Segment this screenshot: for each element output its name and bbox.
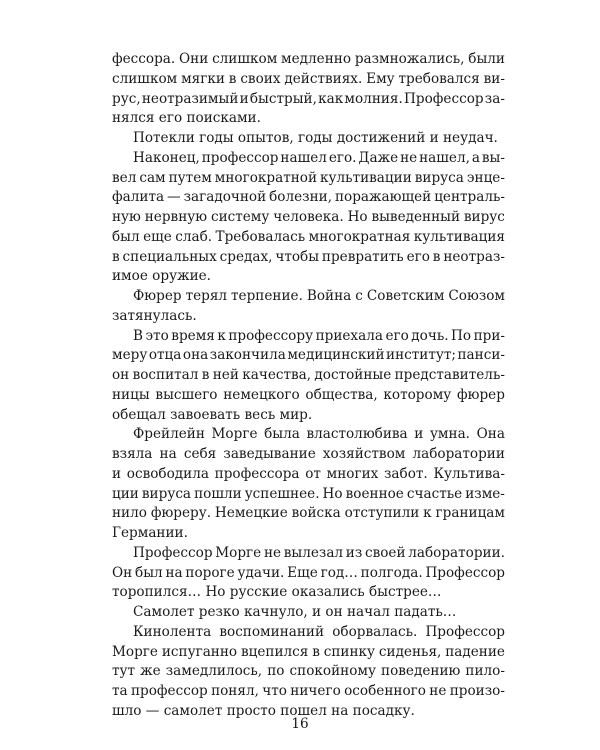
word: слаб.: [175, 228, 213, 245]
text-line: нялся его поисками.: [112, 110, 261, 127]
text-line: [112, 346, 505, 366]
word: ви-: [483, 70, 505, 87]
word: тут: [112, 663, 136, 680]
word: спинку: [323, 643, 376, 660]
word: хозяйством: [322, 446, 406, 462]
word: по: [267, 663, 285, 680]
word: за-: [484, 90, 505, 107]
text-line: [112, 504, 505, 524]
word: и: [112, 465, 122, 482]
page-number: 16: [291, 716, 309, 732]
word: терял: [185, 288, 228, 304]
word: слишком: [212, 51, 278, 67]
word: изме-: [465, 485, 505, 502]
word: энце-: [466, 169, 505, 186]
word: вирус: [463, 209, 505, 225]
word: фалита: [112, 189, 165, 206]
text-line: затянулась.: [112, 307, 197, 324]
word: властолюбива: [306, 426, 408, 443]
word: пошли: [194, 485, 242, 502]
word: ницы: [112, 386, 150, 403]
word: счастье: [406, 485, 463, 502]
word: вируса: [141, 485, 192, 502]
text-line: Самолет резко качнуло, и он начал падать…: [133, 604, 457, 620]
paragraph: [112, 603, 505, 623]
word: к: [217, 327, 226, 344]
word: нило: [112, 505, 147, 522]
word: фюреру.: [150, 505, 212, 522]
word: ничего: [290, 683, 341, 699]
word: приехала: [315, 327, 383, 344]
word: —: [167, 189, 181, 206]
word: при-: [473, 327, 505, 344]
word: были: [468, 51, 505, 67]
word: дочь.: [411, 327, 449, 344]
text-line: [112, 228, 505, 248]
word: ную: [112, 209, 141, 225]
word: культивация: [413, 228, 505, 245]
word: средах,: [219, 248, 273, 265]
word: Ему: [366, 70, 395, 87]
word: человека.: [273, 209, 344, 225]
text-line: [112, 169, 505, 189]
word: Немецкие: [214, 505, 288, 522]
word: нашел: [280, 149, 327, 166]
word: Но: [347, 209, 368, 225]
word: нервную: [144, 209, 208, 225]
word: же: [140, 663, 161, 680]
word: Требовалась: [215, 228, 306, 245]
text-line: [112, 386, 505, 406]
text-line: [112, 465, 505, 485]
text-line: [112, 662, 505, 682]
word: в: [312, 643, 320, 660]
word: к: [423, 505, 432, 522]
text-line: Потекли годы опытов, годы достижений и неудач.: [133, 130, 498, 146]
word: та: [112, 683, 128, 699]
word: выведенный: [371, 209, 461, 225]
word: и: [414, 426, 424, 443]
paragraph: [112, 129, 505, 149]
word: быстрый,: [249, 90, 317, 107]
word: его: [406, 248, 430, 265]
word: многих: [326, 465, 379, 482]
text-line: [112, 287, 505, 307]
word: Профессор: [425, 623, 505, 640]
word: Союзом: [448, 288, 505, 304]
word: Морге: [112, 643, 158, 660]
text-line: [112, 544, 505, 564]
word: размножались,: [354, 51, 465, 67]
word: Но: [322, 485, 343, 502]
word: централь-: [434, 189, 505, 206]
word: а: [471, 149, 480, 166]
word: загадочной: [183, 189, 267, 206]
word: заведывание: [223, 446, 316, 462]
word: особенного: [344, 683, 426, 699]
word: поведению: [381, 663, 461, 680]
text-line: торопился… Но русские оказались быстрее…: [112, 584, 442, 601]
word: не: [429, 683, 447, 699]
word: превратить: [321, 248, 404, 265]
word: сиденья,: [378, 643, 442, 660]
word: своих: [240, 70, 281, 87]
word: падение: [445, 643, 505, 660]
word: пороге: [185, 564, 235, 581]
word: Еще: [287, 564, 318, 581]
word: Даже: [358, 149, 399, 166]
word: культивации: [320, 169, 412, 186]
word: молния.: [344, 90, 403, 107]
word: общества,: [305, 386, 378, 403]
word: ней: [212, 367, 239, 383]
word: как: [318, 90, 344, 107]
text-line: [112, 50, 505, 70]
word: систему: [210, 209, 270, 225]
word: немецкого: [223, 386, 300, 403]
word: путем: [168, 169, 212, 186]
word: время: [171, 327, 215, 344]
word: Морге: [215, 544, 262, 561]
word: специальных: [122, 248, 217, 265]
text-line: [112, 623, 505, 643]
word: мягки: [181, 70, 225, 87]
word: Она: [476, 426, 505, 443]
text-line: [112, 248, 505, 268]
paragraph: [112, 327, 505, 426]
word: Он: [112, 564, 133, 581]
word: фюрер: [457, 386, 505, 403]
word: границам: [435, 505, 505, 522]
word: Фюрер: [133, 288, 182, 304]
word: оборвалась.: [332, 623, 418, 640]
word: пило-: [465, 663, 505, 680]
word: поражающей: [334, 189, 432, 206]
paragraph: [112, 287, 505, 327]
paragraph: [112, 149, 505, 287]
word: закончила: [209, 347, 286, 364]
word: медленно: [281, 51, 352, 67]
text-line: [112, 445, 505, 465]
word: был: [135, 564, 163, 581]
word: профессор: [201, 149, 279, 166]
word: своей: [364, 544, 406, 561]
text-line: [112, 425, 505, 445]
word: фессора.: [112, 51, 176, 67]
word: он: [112, 367, 130, 383]
word: замедлилось,: [165, 663, 263, 680]
word: полгода.: [360, 564, 423, 581]
word: себя: [183, 446, 217, 462]
word: успешнее.: [244, 485, 320, 502]
text-line: [112, 149, 505, 169]
word: освободила: [126, 465, 209, 482]
word: его: [385, 327, 409, 344]
word: Кинолента: [133, 623, 212, 640]
word: требовался: [398, 70, 480, 87]
word: понял,: [211, 683, 259, 699]
word: Советским: [366, 288, 445, 304]
word: высшего: [155, 386, 218, 403]
word: Они: [179, 51, 209, 67]
word: и: [239, 90, 249, 107]
word: воспитал: [132, 367, 199, 383]
word: удачи.: [237, 564, 285, 581]
paragraph: [112, 623, 505, 722]
word: военное: [345, 485, 404, 502]
word: лаборатории: [412, 446, 505, 462]
word: панси-: [457, 347, 505, 364]
text-line: [112, 366, 505, 386]
word: действиях.: [284, 70, 363, 87]
word: вылезал: [283, 544, 344, 561]
word: многократная: [308, 228, 411, 245]
word: испуганно: [161, 643, 238, 660]
word: Профессор: [425, 564, 505, 581]
word: представитель-: [394, 367, 505, 383]
text-line: [112, 485, 505, 505]
text-line: [112, 70, 505, 90]
word: профессор: [130, 683, 208, 699]
word: которому: [383, 386, 452, 403]
word: Профессор: [404, 90, 484, 107]
word: Морге: [211, 426, 258, 443]
word: вел: [112, 169, 137, 186]
text-line: [112, 682, 505, 702]
word: По: [451, 327, 472, 344]
word: медицинский: [287, 347, 385, 364]
word: на: [165, 564, 183, 581]
word: качества,: [242, 367, 312, 383]
word: умна.: [429, 426, 470, 443]
word: Война: [306, 288, 352, 304]
word: в: [432, 248, 441, 265]
word: спокойному: [289, 663, 376, 680]
text-line: шло — самолет просто пошел на посадку.: [112, 702, 415, 719]
text-line: [112, 643, 505, 663]
word: сам: [139, 169, 166, 186]
word: отступили: [344, 505, 420, 522]
word: Наконец,: [133, 149, 200, 166]
paragraph: [112, 50, 505, 129]
word: это: [145, 327, 169, 344]
word: его.: [328, 149, 357, 166]
word: войска: [291, 505, 341, 522]
word: терпение.: [231, 288, 303, 304]
word: неотразимый: [141, 90, 239, 107]
word: вцепился: [240, 643, 309, 660]
word: вируса: [414, 169, 464, 186]
word: Профессор: [133, 544, 213, 561]
word: воспоминаний: [219, 623, 325, 640]
word: из: [345, 544, 363, 561]
word: нашел,: [419, 149, 470, 166]
word: взяла: [112, 446, 153, 462]
word: на: [159, 446, 177, 462]
word: не: [400, 149, 418, 166]
word: произо-: [449, 683, 505, 699]
word: не: [263, 544, 282, 561]
word: был: [112, 228, 140, 245]
text-line: [112, 327, 505, 347]
word: забот.: [384, 465, 428, 482]
body-text: [112, 50, 505, 722]
text-line: [112, 208, 505, 228]
text-line: [112, 564, 505, 584]
word: чтобы: [275, 248, 320, 265]
word: неотраз-: [443, 248, 505, 265]
word: достойные: [314, 367, 392, 383]
word: что: [262, 683, 287, 699]
word: Фрейлейн: [133, 426, 205, 443]
word: рус,: [112, 90, 141, 107]
word: от: [305, 465, 321, 482]
word: она: [182, 347, 209, 364]
text-line: Германии.: [112, 525, 188, 541]
text-line: [112, 90, 505, 110]
word: меру: [112, 347, 148, 364]
word: в: [228, 70, 237, 87]
text-line: обещал завоевать весь мир.: [112, 406, 313, 423]
word: была: [264, 426, 300, 443]
word: болезни,: [269, 189, 333, 206]
word: профессору: [228, 327, 314, 344]
word: ции: [112, 485, 139, 502]
text-line: имое оружие.: [112, 268, 211, 285]
word: год…: [320, 564, 358, 581]
word: в: [201, 367, 210, 383]
word: вы-: [481, 149, 505, 166]
text-line: [112, 188, 505, 208]
word: Культива-: [433, 465, 505, 482]
word: с: [355, 288, 363, 304]
word: в: [112, 248, 120, 265]
word: В: [133, 327, 143, 344]
paragraph: [112, 425, 505, 544]
word: институт;: [386, 347, 456, 364]
paragraph: [112, 544, 505, 603]
word: профессора: [214, 465, 300, 482]
word: многократной: [214, 169, 318, 186]
word: еще: [143, 228, 172, 245]
word: лаборатории.: [408, 544, 505, 561]
word: слишком: [112, 70, 178, 87]
word: отца: [148, 347, 182, 364]
